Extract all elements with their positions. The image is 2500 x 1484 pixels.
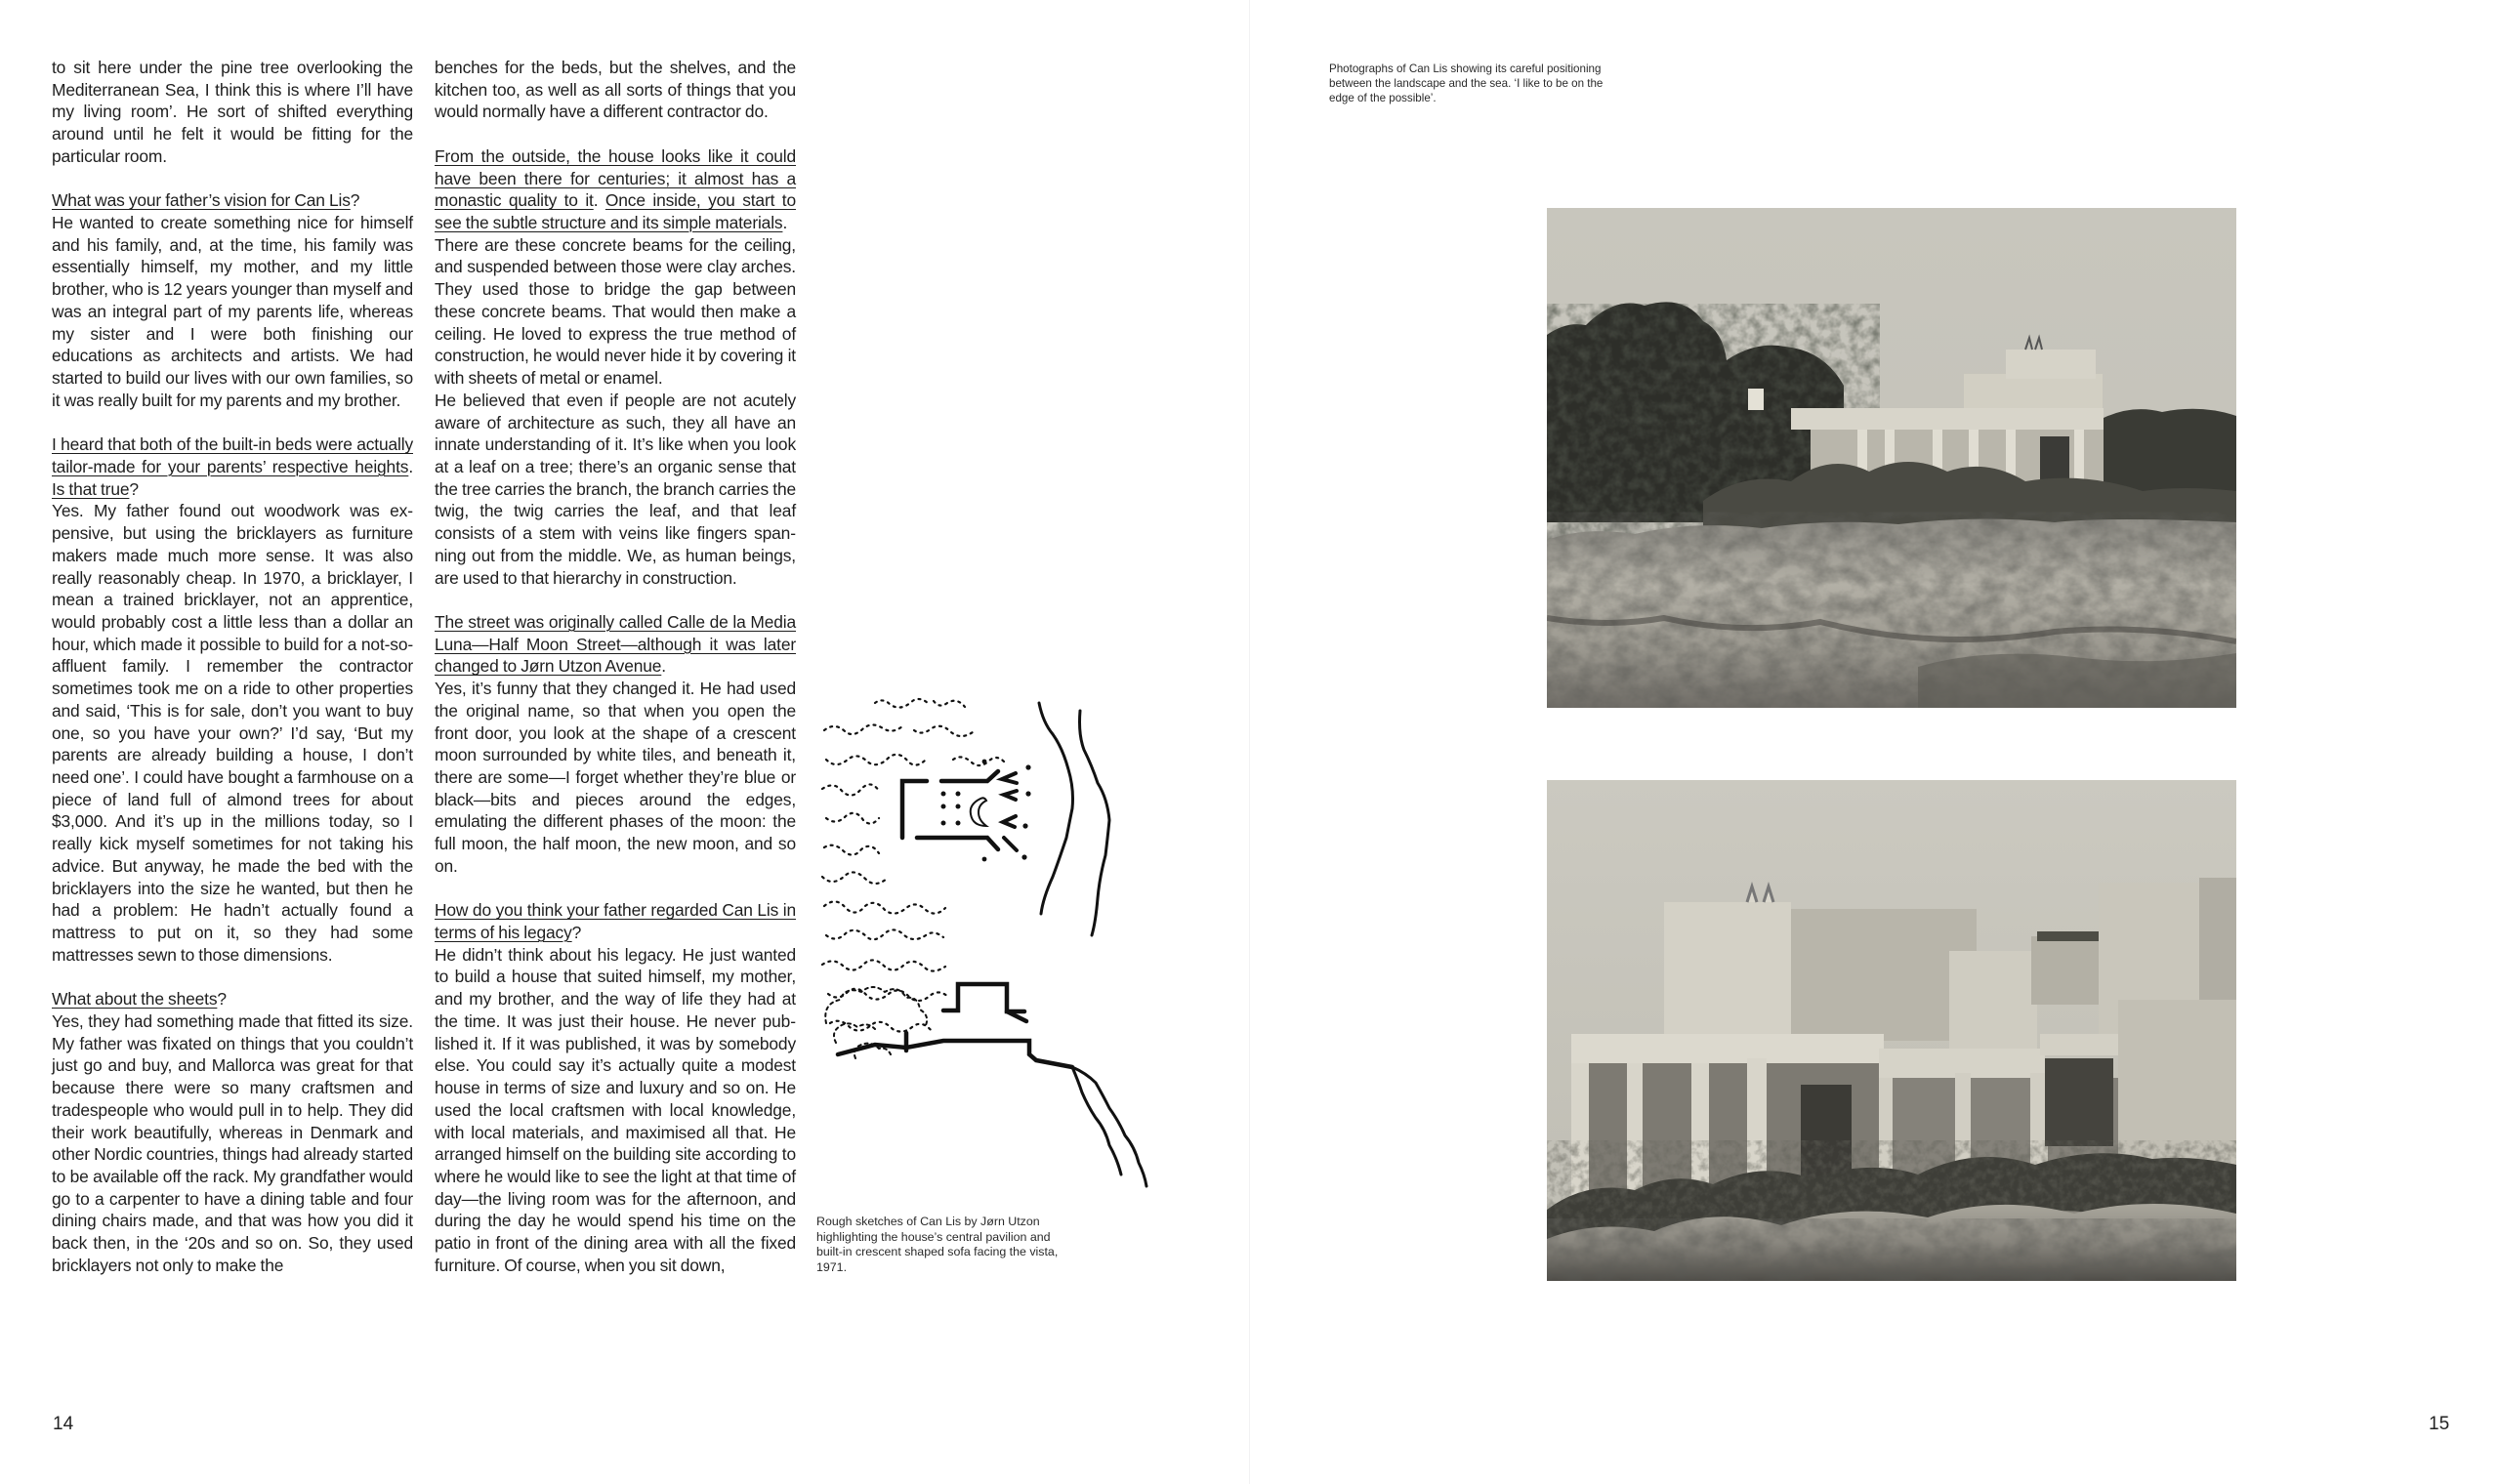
question-text: Is that true [52, 478, 130, 499]
text-column-1 [52, 57, 413, 1277]
paragraph-gap [52, 412, 413, 434]
paragraph-gap [52, 168, 413, 190]
text-column-2 [435, 57, 796, 1277]
question-punctuation: ? [129, 478, 139, 499]
interview-answer: benches for the beds, but the shelves, and the kitchen too, as well as all sorts of things that you would normally have a different contractor do. [435, 58, 796, 122]
interview-answer: He believed that even if people are not acutely aware of architecture as such, they all have an innate understanding of it. It’s like when you look at a leaf on a tree; there’s an organic sense that the tree carries the branch, the branch carries the twig, the twig carries the leaf, and that leaf consists of a stem with veins like fingers spanning out from the middle. We, as human beings, are used to that hierarchy in construction. [435, 390, 796, 588]
question-text: The street was originally called Calle de la Media Luna—Half Moon Street—although it was later changed to Jørn Utzon Avenue [435, 611, 796, 677]
interview-answer: Yes, they had something made that fitted its size. My father was fixated on things that you couldn’t just go and buy, and Mallorca was great for that because there were so many craftsmen and tradespeople who would pull in to help. They did their work beautifully, whereas in Denmark and other Nordic countries, things had already started to be available off the rack. My grandfather would go to a carpenter to have a dining table and four dining chairs made, and that was how you did it back then, in the ‘20s and so on. So, they used bricklayers not only to make the [52, 1010, 413, 1275]
question-text: What about the sheets [52, 989, 218, 1010]
question-separator: . [408, 456, 413, 476]
interview-answer: There are these concrete beams for the ceiling, and suspended between those were clay arches. They used those to bridge the gap between these concrete beams. That would then make a ceiling. He loved to express the true method of construction, he would never hide it by covering it with sheets of metal or enamel. [435, 234, 796, 389]
paragraph-gap [435, 589, 796, 611]
sketch-caption: Rough sketches of Can Lis by Jørn Utzon highlighting the house’s central pavilion and built-in crescent shaped sofa facing the vista, 1971. [816, 1215, 1059, 1274]
photo-image-icon [1547, 208, 2236, 708]
paragraph-gap [435, 878, 796, 900]
interview-question [52, 433, 413, 500]
plan-and-section-sketch-icon [816, 691, 1188, 1218]
question-text: I heard that both of the built-in beds were actually tailor-made for your parents’ respective heights [52, 434, 413, 476]
interview-question [52, 189, 413, 212]
question-text: From the outside, the house looks like it could have been there for centuries; it almost has a monastic quality to it [435, 145, 796, 211]
interview-question [435, 611, 796, 678]
question-punctuation: ? [571, 923, 582, 943]
can-lis-sketch-figure [816, 691, 1188, 1218]
interview-question [52, 988, 413, 1010]
interview-question [435, 899, 796, 943]
interview-answer: Yes, it’s funny that they changed it. He had used the original name, so that when you open the front door, you look at the shape of a crescent moon surrounded by white tiles, and beneath it, there are some—I forget whether they’re blue or black—bits and pieces around the edges, emulating the different phases of the moon: the full moon, the half moon, the new moon, and so on. [435, 679, 796, 876]
photo-image-icon [1547, 780, 2236, 1281]
paragraph-gap [435, 123, 796, 145]
paragraph-gap [52, 966, 413, 988]
interview-answer: He wanted to create something nice for himself and his family, and, at the time, his family was essentially himself, my mother, and my little brother, who is 12 years younger than myself and was an integral part of my parents life, whereas my sister and I were both finishing our educations as architects and artists. We had started to build our lives with our own families, so it was really built for my parents and my brother. [52, 213, 413, 410]
interview-question [435, 145, 796, 234]
question-punctuation: ? [217, 989, 227, 1010]
interview-answer: to sit here under the pine tree overlooking the Mediterranean Sea, I think this is where I’ll have my living room’. He sort of shifted everything around until he felt it would be fitting for the particular room. [52, 58, 413, 166]
question-text: How do you think your father regarded Can Lis in terms of his legacy [435, 900, 796, 943]
question-text: Once inside, you start to see the subtle structure and its simple materials [435, 190, 796, 233]
interview-answer: Yes. My father found out woodwork was expensive, but using the bricklayers as furniture makers made much more sense. It was also really reasonably cheap. In 1970, a bricklayer, I mean a trained bricklayer, not an apprentice, would probably cost a little less than a dollar an hour, which made it possible to build for a not-so-affluent family. I remember the contractor sometimes took me on a ride to other properties and said, ‘This is for sale, don’t you want to buy one, so you have your own?’ I’d say, ‘But my parents are already building a house, I don’t need one’. I could have bought a farmhouse on a piece of land full of almond trees for about $3,000. And it’s up in the millions today, so I really kick myself sometimes for not taking his advice. But anyway, he made the bed with the bricklayers into the size he wanted, but then he had a problem: He hadn’t actually found a mattress to put on it, so they had some mattresses sewn to those dimensions. [52, 501, 413, 965]
question-punctuation: . [661, 656, 666, 677]
photo-caption: Photographs of Can Lis showing its careful positioning between the landscape and the sea. ‘I like to be on the edge of the possible’. [1329, 62, 1604, 104]
photo-can-lis-cliff [1547, 208, 2236, 708]
page-number-left: 14 [53, 1414, 74, 1434]
page-number-right: 15 [2429, 1414, 2450, 1434]
interview-answer: He didn’t think about his legacy. He just wanted to build a house that suited himself, my mother, and my brother, and the way of life they had at the time. It was just their house. He never published it. If it was published, it was by somebody else. You could say it’s actually quite a modest house in terms of size and luxury and so on. He used the local craftsmen with local knowledge, with local materials, and maximised all that. He arranged himself on the building site according to where he would like to see the light at that time of day—the living room was for the afternoon, and during the day he would spend his time on the patio in front of the dining area with all the fixed furniture. Of course, when you sit down, [435, 944, 796, 1275]
question-punctuation: . [782, 213, 788, 233]
question-punctuation: ? [350, 190, 360, 211]
photo-can-lis-pavilions [1547, 780, 2236, 1281]
question-text: What was your father’s vision for Can Lis [52, 190, 351, 211]
question-separator: . [593, 190, 605, 211]
